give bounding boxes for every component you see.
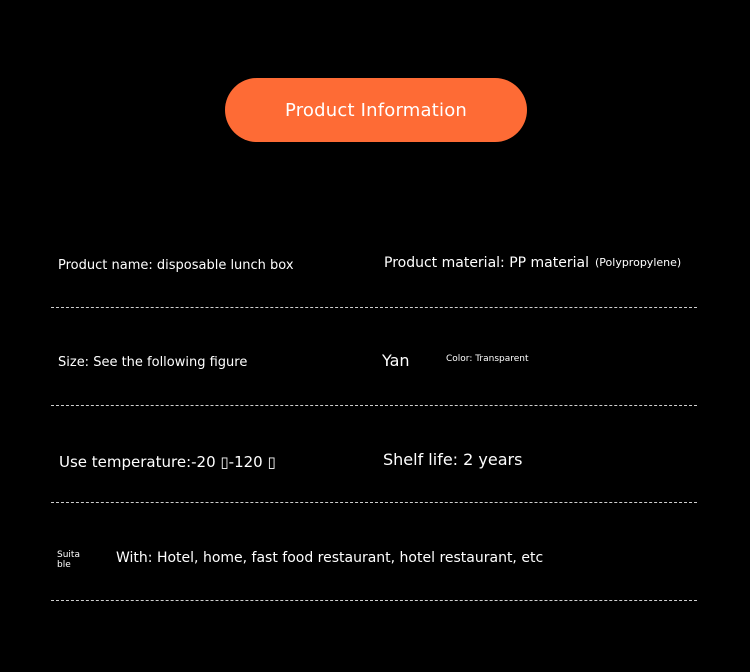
- product-material-text: Product material: PP material: [384, 255, 589, 271]
- suitable-label: [57, 550, 80, 570]
- row-divider: [51, 502, 697, 503]
- row-divider: [51, 600, 697, 601]
- color-text: Color: Transparent: [446, 354, 529, 364]
- suitable-with-text: With: Hotel, home, fast food restaurant, hotel restaurant, etc: [116, 550, 544, 566]
- size-text: Size: See the following figure: [58, 355, 248, 370]
- row-divider: [51, 307, 697, 308]
- header-title: Product Information: [284, 99, 468, 121]
- suitable-label-line2: ble: [57, 560, 71, 570]
- suitable-label-line1: Suita: [57, 550, 80, 560]
- product-information-header: [225, 78, 527, 142]
- yan-text: Yan: [382, 351, 410, 370]
- material-note-text: (Polypropylene): [595, 256, 682, 269]
- product-name-text: Product name: disposable lunch box: [58, 258, 294, 273]
- row-divider: [51, 405, 697, 406]
- shelf-life-text: Shelf life: 2 years: [383, 450, 523, 469]
- use-temperature-text: Use temperature:-20 ▯-120 ▯: [59, 453, 276, 471]
